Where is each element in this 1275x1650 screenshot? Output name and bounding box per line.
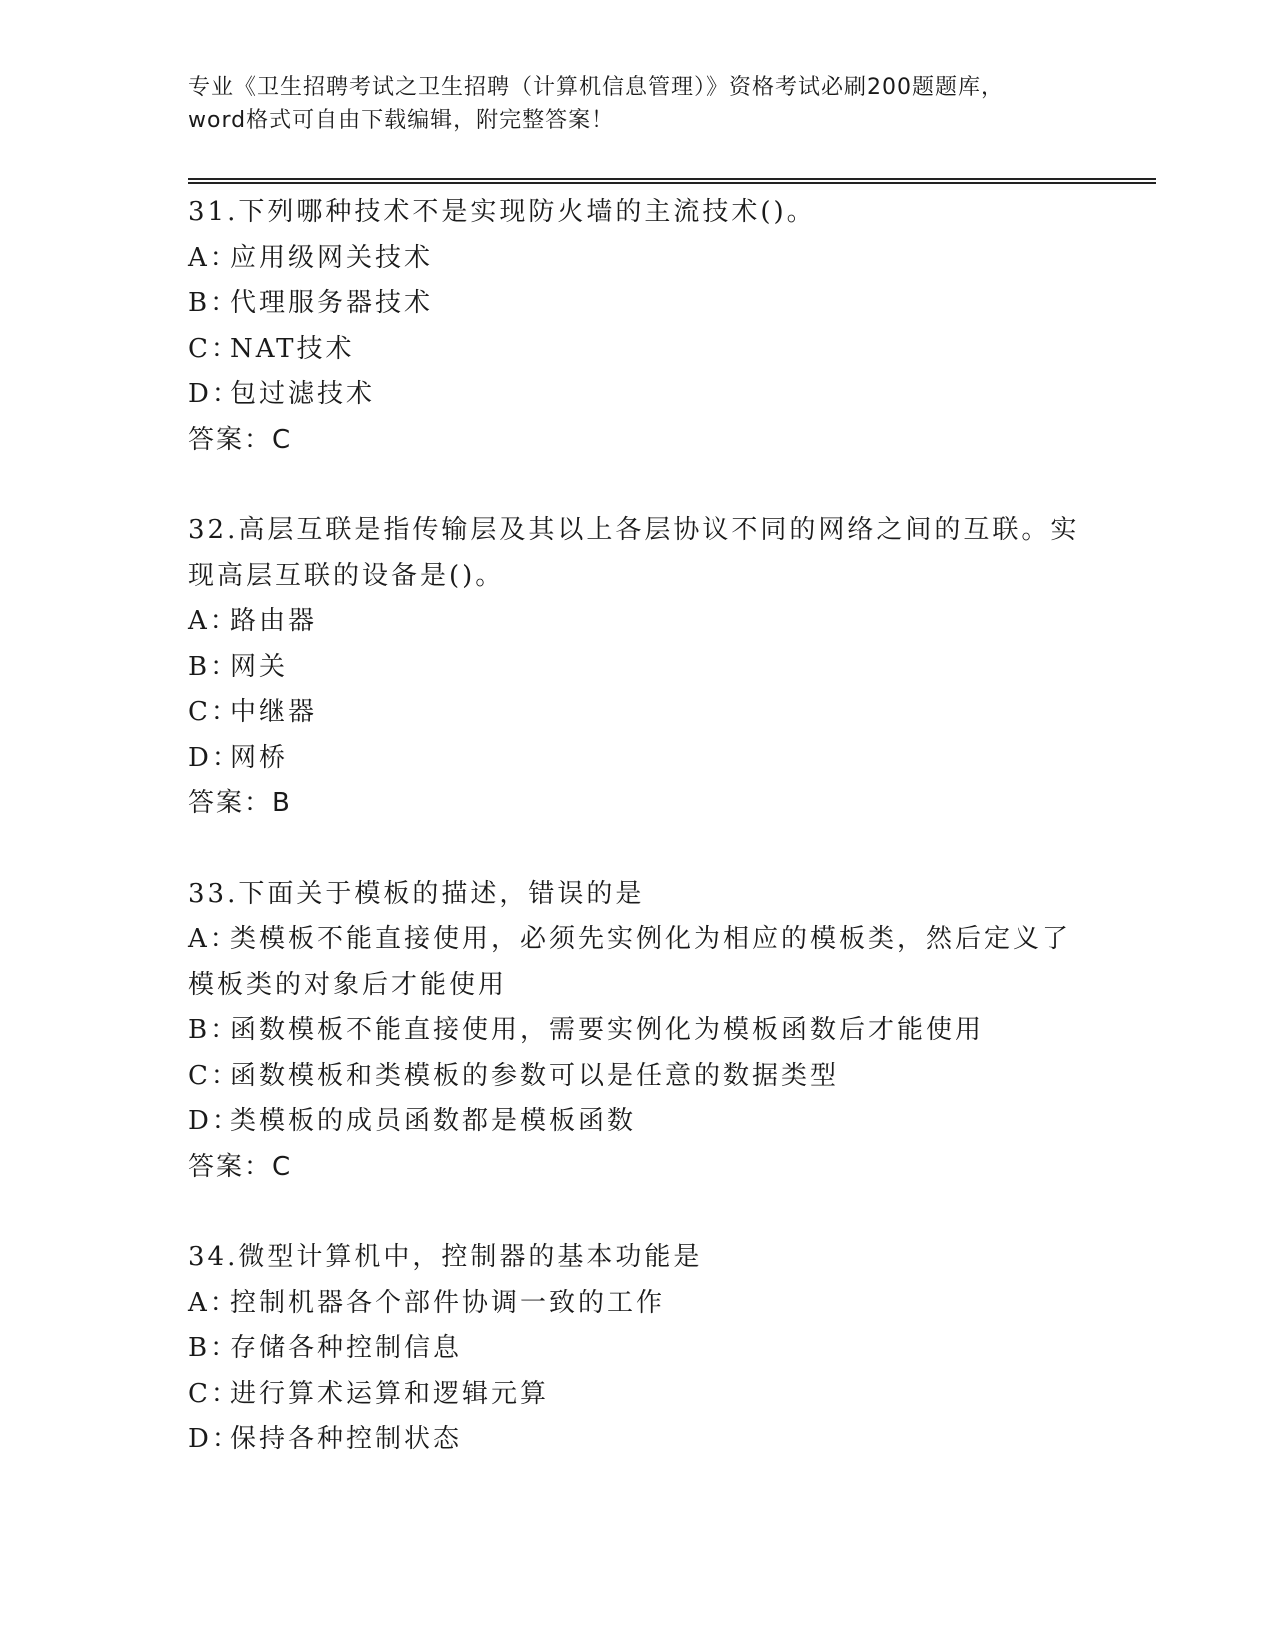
option-text: 进行算术运算和逻辑元算 (230, 1378, 550, 1409)
option-b (188, 1326, 1088, 1372)
option-letter: B： (188, 1015, 240, 1045)
question-stem: 31.下列哪种技术不是实现防火墙的主流技术()。 (188, 197, 816, 227)
option-text: 应用级网关技术 (230, 242, 434, 273)
option-text: 网关 (230, 651, 289, 682)
option-letter: D： (188, 1106, 241, 1136)
option-d (188, 1099, 1088, 1145)
option-b (188, 281, 1088, 327)
answer-label: 答案：C (188, 424, 293, 455)
option-b (188, 645, 1088, 691)
question-stem: 32.高层互联是指传输层及其以上各层协议不同的网络之间的互联。实现高层互联的设备是()。 (188, 515, 1080, 591)
header-line-2: word格式可自由下载编辑，附完整答案！ (188, 108, 615, 133)
option-c (188, 1054, 1088, 1100)
header-line-1: 专业《卫生招聘考试之卫生招聘（计算机信息管理）》资格考试必刷200题题库， (188, 75, 1004, 100)
option-text: 函数模板不能直接使用，需要实例化为模板函数后才能使用 (230, 1015, 985, 1045)
option-c (188, 327, 1088, 373)
option-text: 控制机器各个部件协调一致的工作 (230, 1287, 666, 1318)
option-text: 中继器 (230, 697, 318, 727)
option-a (188, 599, 1088, 645)
option-c (188, 1372, 1088, 1418)
question-stem: 34.微型计算机中，控制器的基本功能是 (188, 1242, 703, 1272)
question-32 (188, 508, 1088, 827)
option-letter: A： (188, 242, 239, 273)
answer-label: 答案：B (188, 788, 292, 818)
option-letter: B： (188, 651, 240, 682)
question-33 (188, 872, 1088, 1191)
option-text: 路由器 (230, 606, 318, 636)
option-letter: D： (188, 742, 241, 773)
question-31 (188, 190, 1088, 463)
option-letter: C： (188, 1060, 240, 1091)
double-rule-divider (188, 178, 1156, 184)
option-text: 代理服务器技术 (230, 288, 434, 318)
document-header (188, 71, 1088, 137)
question-list (188, 190, 1088, 1508)
question-34 (188, 1235, 1088, 1463)
option-a (188, 1281, 1088, 1327)
option-d (188, 1417, 1088, 1463)
option-text: 存储各种控制信息 (230, 1333, 463, 1363)
answer-label: 答案：C (188, 1151, 293, 1182)
option-text: 包过滤技术 (230, 379, 376, 409)
option-text: 网桥 (230, 742, 289, 773)
question-stem: 33.下面关于模板的描述，错误的是 (188, 878, 645, 909)
option-letter: A： (188, 1287, 239, 1318)
option-d (188, 736, 1088, 782)
option-text: 保持各种控制状态 (230, 1424, 463, 1454)
option-letter: B： (188, 1333, 240, 1363)
option-letter: C： (188, 1378, 240, 1409)
option-text: NAT技术 (230, 333, 355, 364)
option-letter: A： (188, 924, 239, 954)
option-letter: C： (188, 697, 240, 727)
option-b (188, 1008, 1088, 1054)
option-text: 类模板不能直接使用，必须先实例化为相应的模板类，然后定义了模板类的对象后才能使用 (188, 924, 1072, 1000)
option-letter: A： (188, 606, 239, 636)
option-text: 类模板的成员函数都是模板函数 (230, 1106, 637, 1136)
option-c (188, 690, 1088, 736)
option-text: 函数模板和类模板的参数可以是任意的数据类型 (230, 1060, 840, 1091)
option-d (188, 372, 1088, 418)
option-letter: C： (188, 333, 240, 364)
option-letter: B： (188, 288, 240, 318)
option-letter: D： (188, 1424, 241, 1454)
option-letter: D： (188, 379, 241, 409)
option-a (188, 236, 1088, 282)
option-a (188, 917, 1088, 1008)
